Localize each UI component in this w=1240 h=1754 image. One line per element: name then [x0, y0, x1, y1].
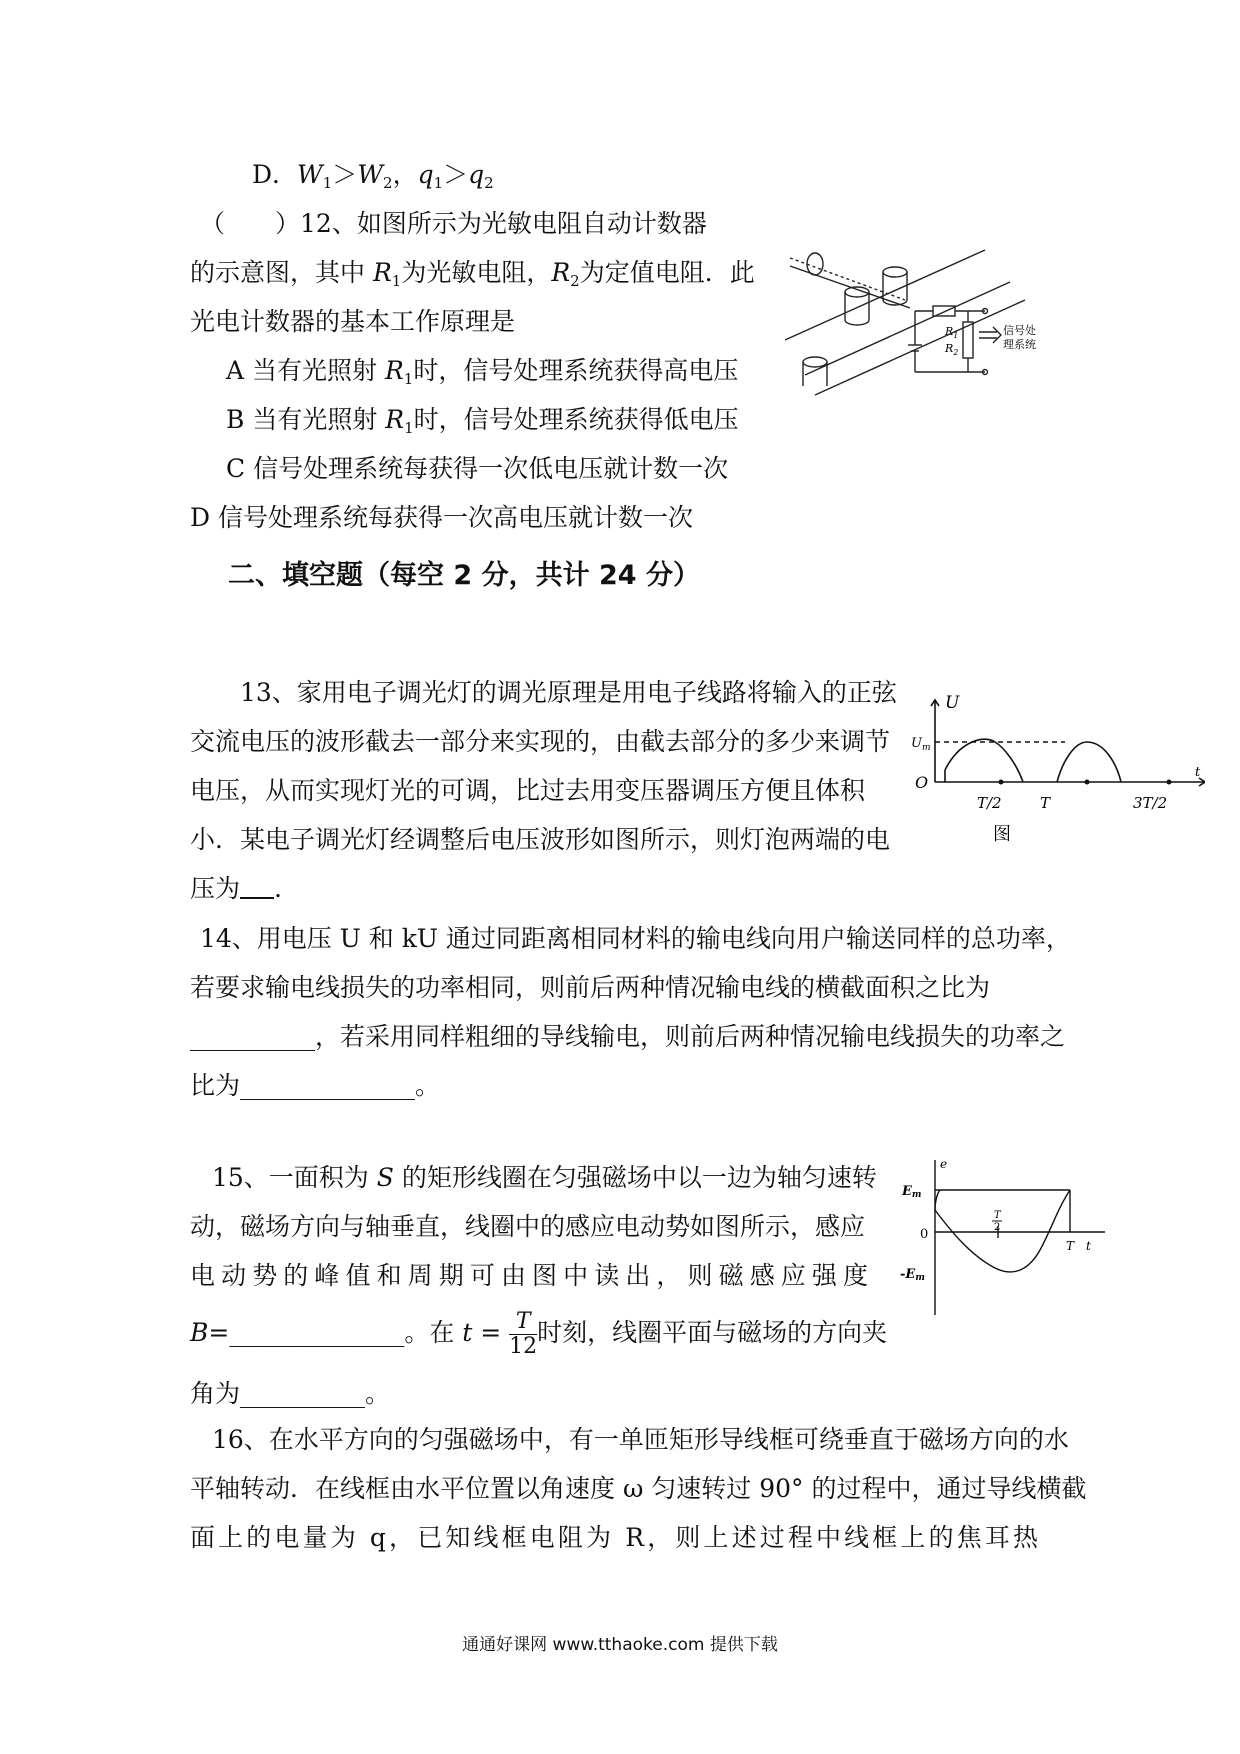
q13-line-3: 电压，从而实现灯光的可调，比过去用变压器调压方便且体积 [190, 776, 866, 805]
q15-answer-blank-2[interactable]: __________ [240, 1379, 366, 1408]
q14-line-4: 比为______________。 [190, 1071, 441, 1100]
q13-line-1: 13、家用电子调光灯的调光原理是用电子线路将输入的正弦 [240, 678, 897, 707]
fig-label-r1: $R_1$ [945, 325, 959, 340]
q12-option-b: B 当有光照射 $R_1$时，信号处理系统获得低电压 [226, 405, 739, 437]
fig-tick-t-half-num: T [994, 1210, 1001, 1221]
q14-answer-blank-1[interactable]: __________ [190, 1022, 315, 1051]
q12-option-d: D 信号处理系统每获得一次高电压就计数一次 [190, 503, 693, 532]
fig-label-r2: $R_2$ [945, 342, 959, 357]
fig-label-system-1: 信号处 [1003, 324, 1036, 337]
section-2-title: 二、填空题（每空 2 分，共计 24 分） [228, 560, 700, 591]
q13-line-2: 交流电压的波形截去一部分来实现的，由截去部分的多少来调节 [190, 727, 891, 756]
q15-line-1: 15、一面积为 S 的矩形线圈在匀强磁场中以一边为轴匀速转 [212, 1163, 877, 1192]
fig-tick-t-half: T/2 [977, 794, 1002, 812]
emf-sine-waveform [900, 1150, 1110, 1320]
q13-answer-blank[interactable] [240, 875, 274, 899]
q14-answer-blank-2[interactable]: ______________ [240, 1071, 416, 1100]
q14-line-2: 若要求输电线损失的功率相同，则前后两种情况输电线的横截面积之比为 [190, 973, 991, 1002]
q12-line-1: （ ）12、如图所示为光敏电阻自动计数器 [200, 209, 707, 238]
fig-axis-t: t [1086, 1239, 1091, 1253]
fig-tick-t: T [1040, 794, 1051, 812]
fig-tick-t-period: T [1066, 1239, 1075, 1253]
q12-option-c: C 信号处理系统每获得一次低电压就计数一次 [226, 454, 729, 483]
fig-label-system-2: 理系统 [1003, 338, 1036, 351]
page-footer: 通通好课网 www.tthaoke.com 提供下载 [462, 1635, 778, 1655]
q12-line-2: 的示意图，其中 $R_1$为光敏电阻，$R_2$为定值电阻．此 [190, 258, 755, 290]
photoresistor-counter-figure [785, 240, 1055, 400]
q13-line-5: 压为 . [190, 874, 282, 903]
fig-label-em: Em [902, 1184, 922, 1200]
fig-label-um: $U_m$ [911, 736, 931, 753]
q16-line-2: 平轴转动．在线框由水平位置以角速度 ω 匀速转过 90° 的过程中，通过导线横截 [190, 1474, 1087, 1503]
fig-caption: 图 [993, 824, 1011, 845]
fig-axis-u: U [945, 693, 960, 713]
q15-fraction: $\frac{T}{12}$ [509, 1309, 538, 1359]
fig-tick-t-half-den: 2 [994, 1222, 1001, 1233]
fig-origin-zero: 0 [920, 1227, 929, 1242]
fig-origin: O [915, 773, 929, 792]
q15-line-5: 角为__________。 [190, 1379, 391, 1408]
q12-line-3: 光电计数器的基本工作原理是 [190, 307, 516, 336]
q14-line-1: 14、用电压 U 和 kU 通过同距离相同材料的输电线向用户输送同样的总功率， [200, 924, 1071, 953]
q11-option-d: D．$W_1>W_2$，$q_1>q_2$ [252, 160, 494, 192]
q15-answer-blank-1[interactable]: ______________ [229, 1318, 405, 1347]
fig-axis-e: e [940, 1157, 948, 1171]
fig-label-neg-em: -Em [900, 1267, 925, 1283]
fig-axis-t: t [1195, 765, 1201, 780]
q15-line-3: 电动势的峰值和周期可由图中读出，则磁感应强度 [190, 1261, 868, 1290]
q16-line-1: 16、在水平方向的匀强磁场中，有一单匝矩形导线框可绕垂直于磁场方向的水 [212, 1425, 1069, 1454]
q14-line-3: __________，若采用同样粗细的导线输电，则前后两种情况输电线损失的功率之 [190, 1022, 1066, 1051]
q15-line-2: 动，磁场方向与轴垂直，线圈中的感应电动势如图所示，感应 [190, 1212, 866, 1241]
q15-line-4: B=______________。在 t = $\frac{T}{12}$ 时刻，线圈平面与磁场的方向夹 [190, 1309, 888, 1359]
fig-tick-3t-half: 3T/2 [1133, 794, 1168, 812]
q13-line-4: 小．某电子调光灯经调整后电压波形如图所示，则灯泡两端的电 [190, 825, 891, 854]
q12-option-a: A 当有光照射 $R_1$时，信号处理系统获得高电压 [226, 356, 739, 388]
dimmer-voltage-waveform [905, 690, 1205, 850]
q16-line-3: 面上的电量为 q，已知线框电阻为 R，则上述过程中线框上的焦耳热 [190, 1523, 1038, 1552]
